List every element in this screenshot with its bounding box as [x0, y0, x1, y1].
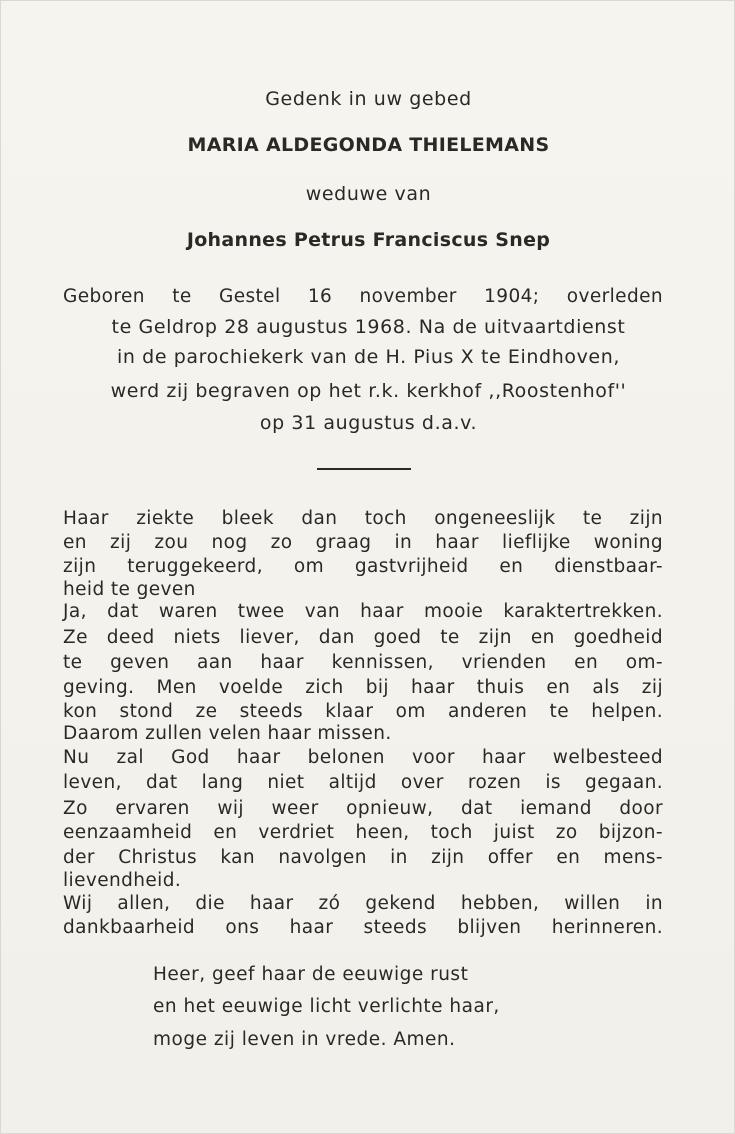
tribute-line: Ze deed niets liever, dan goed te zijn en goedheid: [63, 627, 663, 648]
tribute-line: eenzaamheid en verdriet heen, toch juist zo bijzon-: [63, 822, 663, 843]
tribute-line: Haar ziekte bleek dan toch ongeneeslijk te zijn: [63, 508, 663, 529]
biography-line: werd zij begraven op het r.k. kerkhof ,,Roostenhof'': [110, 380, 627, 402]
biography-line: Geboren te Gestel 16 november 1904; overleden: [63, 286, 663, 307]
tribute-line: leven, dat lang niet altijd over rozen is gegaan.: [63, 772, 663, 793]
tribute-line: te geven aan haar kennissen, vrienden en om-: [63, 652, 663, 673]
biography-line: in de parochiekerk van de H. Pius X te Eindhoven,: [117, 346, 620, 368]
biography-line: op 31 augustus d.a.v.: [259, 412, 478, 434]
prayer-line: Heer, geef haar de eeuwige rust: [153, 964, 469, 985]
tribute-line: geving. Men voelde zich bij haar thuis en als zij: [63, 677, 663, 698]
tribute-line: Ja, dat waren twee van haar mooie karaktertrekken.: [63, 601, 663, 622]
tribute-line: lievendheid.: [63, 870, 182, 891]
tribute-line: en zij zou nog zo graag in haar lieflijke woning: [63, 532, 663, 553]
section-divider: [317, 468, 411, 470]
prayer-line: moge zij leven in vrede. Amen.: [153, 1029, 456, 1050]
tribute-line: heid te geven: [63, 579, 196, 600]
tribute-line: kon stond ze steeds klaar om anderen te helpen.: [63, 701, 663, 722]
tribute-line: Daarom zullen velen haar missen.: [63, 723, 392, 744]
deceased-name: MARIA ALDEGONDA THIELEMANS: [187, 134, 550, 156]
prayer-line: en het eeuwige licht verlichte haar,: [153, 996, 500, 1017]
tribute-line: dankbaarheid ons haar steeds blijven herinneren.: [63, 917, 663, 938]
tribute-line: Zo ervaren wij weer opnieuw, dat iemand door: [63, 798, 663, 819]
tribute-line: Nu zal God haar belonen voor haar welbesteed: [63, 747, 663, 768]
tribute-line: der Christus kan navolgen in zijn offer en mens-: [63, 847, 663, 868]
relation-text: weduwe van: [305, 183, 432, 205]
intro-text: Gedenk in uw gebed: [265, 88, 472, 110]
biography-line: te Geldrop 28 augustus 1968. Na de uitvaartdienst: [111, 316, 626, 338]
tribute-line: Wij allen, die haar zó gekend hebben, willen in: [63, 893, 663, 914]
tribute-line: zijn teruggekeerd, om gastvrijheid en dienstbaar-: [63, 556, 663, 577]
spouse-name: Johannes Petrus Franciscus Snep: [186, 229, 551, 251]
